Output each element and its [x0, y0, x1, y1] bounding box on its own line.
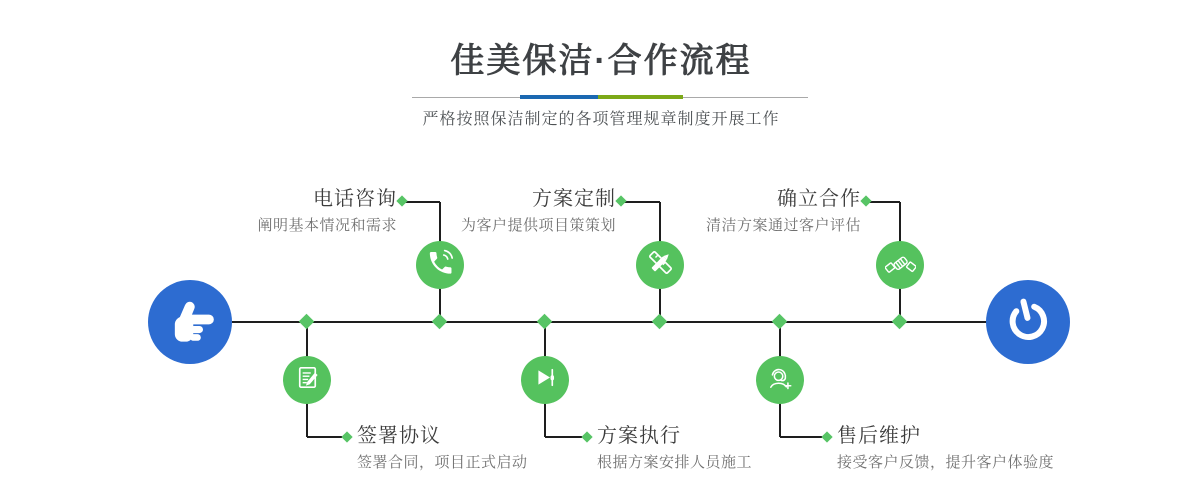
- connector-horizontal: [307, 436, 342, 438]
- timeline-node-diamond: [537, 314, 553, 330]
- step-after-sales: [837, 424, 1117, 474]
- power-icon: [1002, 294, 1054, 351]
- step-title: 签署协议: [357, 425, 441, 447]
- play-next-icon: [530, 362, 561, 398]
- step-circle-plan-execution: [521, 356, 569, 404]
- headset-plus-icon: [765, 362, 796, 398]
- pointing-hand-icon: [164, 294, 216, 351]
- page-subtitle: 严格按照保洁制定的各项管理规章制度开展工作: [422, 111, 780, 128]
- step-title: 方案执行: [597, 425, 681, 447]
- step-description: 签署合同，项目正式启动: [357, 454, 528, 471]
- label-bullet-diamond: [860, 195, 871, 206]
- step-circle-plan-customization: [636, 241, 684, 289]
- step-sign-agreement: [357, 424, 617, 474]
- timeline-node-diamond: [432, 314, 448, 330]
- header: [301, 38, 901, 84]
- step-description: 为客户提供项目策策划: [460, 217, 616, 234]
- handshake-icon: [885, 247, 916, 283]
- timeline-start-circle: [148, 280, 232, 364]
- step-title: 确立合作: [777, 188, 861, 210]
- timeline-end-circle: [986, 280, 1070, 364]
- step-circle-after-sales: [756, 356, 804, 404]
- label-bullet-diamond: [615, 195, 626, 206]
- timeline-node-diamond: [652, 314, 668, 330]
- timeline-node-diamond: [892, 314, 908, 330]
- step-phone-consultation: [180, 187, 397, 237]
- step-plan-execution: [597, 424, 857, 474]
- step-establish-cooperation: [645, 187, 861, 237]
- step-description: 阐明基本情况和需求: [257, 217, 397, 234]
- step-title: 售后维护: [837, 425, 921, 447]
- page-title: 佳美保洁·合作流程: [450, 42, 752, 80]
- divider-accent-green: [598, 95, 683, 99]
- phone-icon: [425, 247, 456, 283]
- connector-horizontal: [868, 201, 900, 203]
- step-title: 电话咨询: [313, 188, 397, 210]
- step-plan-customization: [400, 187, 616, 237]
- divider-accent-blue: [520, 95, 598, 99]
- timeline-line: [232, 321, 988, 323]
- label-bullet-diamond: [341, 431, 352, 442]
- step-title: 方案定制: [532, 188, 616, 210]
- step-description: 清洁方案通过客户评估: [705, 217, 861, 234]
- design-icon: [645, 247, 676, 283]
- step-circle-phone-consultation: [416, 241, 464, 289]
- step-description: 根据方案安排人员施工: [597, 454, 753, 471]
- step-description: 接受客户反馈，提升客户体验度: [837, 454, 1055, 471]
- timeline-node-diamond: [772, 314, 788, 330]
- step-circle-establish-cooperation: [876, 241, 924, 289]
- timeline-node-diamond: [299, 314, 315, 330]
- contract-icon: [292, 362, 323, 398]
- step-circle-sign-agreement: [283, 356, 331, 404]
